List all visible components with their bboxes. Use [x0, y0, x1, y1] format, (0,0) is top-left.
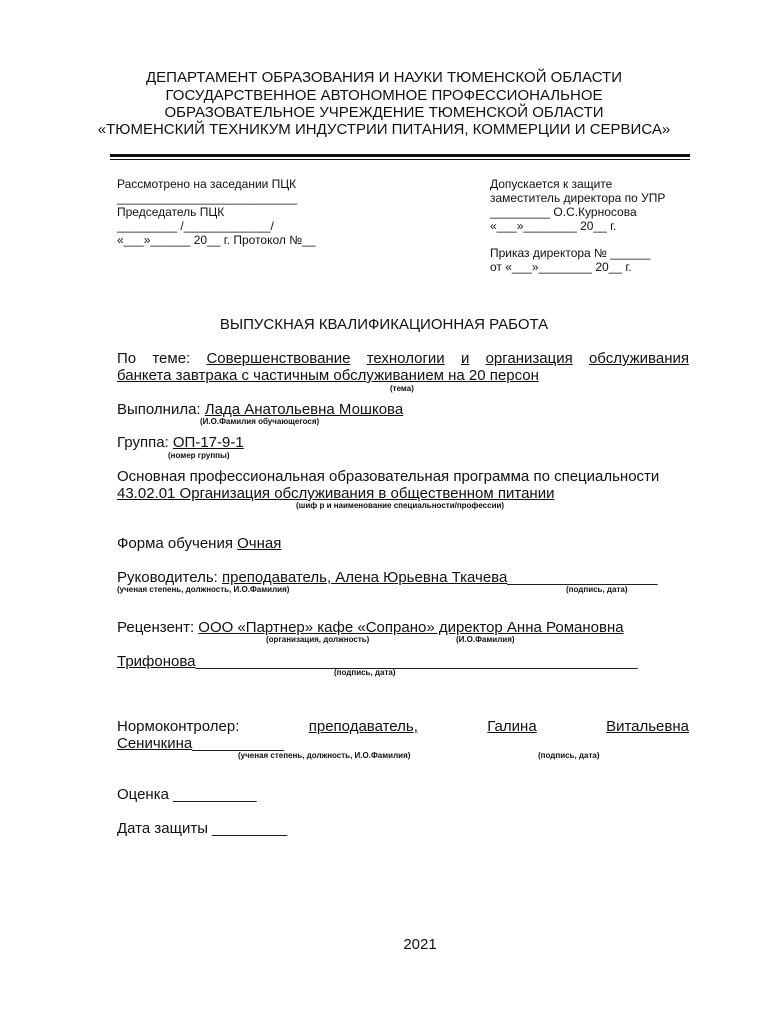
- supervisor-signature-blank: __________________: [507, 569, 658, 586]
- reviewer-org-caption: (организация, должность): [266, 635, 370, 644]
- topic-line-1: [117, 350, 689, 367]
- topic-word: и: [460, 350, 470, 367]
- supervisor-name: преподаватель, Алена Юрьевна Ткачева: [221, 569, 508, 586]
- reviewer-signature-blank: _____________________________________________________: [195, 653, 638, 670]
- director-order: Приказ директора № ______: [490, 246, 651, 260]
- deputy-director-date: «___»________ 20__ г.: [490, 219, 617, 233]
- normcontrol-word: Галина: [487, 718, 537, 735]
- normcontrol-caption: (ученая степень, должность, И.О.Фамилия): [238, 751, 411, 760]
- topic-caption: (тема): [390, 384, 414, 393]
- supervisor-caption: (ученая степень, должность, И.О.Фамилия): [117, 585, 290, 594]
- reviewer-sign-caption: (подпись, дата): [334, 668, 396, 677]
- author-caption: (И.О.Фамилия обучающегося): [200, 417, 320, 426]
- deputy-director-label: заместитель директора по УПР: [490, 191, 666, 205]
- program-caption: (шиф р и наименование специальности/профессии): [296, 501, 505, 510]
- program-specialty: 43.02.01 Организация обслуживания в общественном питании: [117, 485, 555, 502]
- pck-chair-signature: _________ /_____________/: [117, 219, 274, 233]
- pck-protocol: «___»______ 20__ г. Протокол №__: [117, 233, 316, 247]
- normcontrol-sign-caption: (подпись, дата): [538, 751, 600, 760]
- author-name: Лада Анатольевна Мошкова: [204, 401, 404, 418]
- program-label: Основная профессиональная образовательная программа по специальности: [117, 468, 660, 485]
- topic-word: обслуживания: [588, 350, 689, 367]
- topic-line-2: банкета завтрака с частичным обслуживанием на 20 персон: [117, 367, 539, 384]
- grade-field: Оценка __________: [117, 786, 257, 803]
- normcontrol-word: Нормоконтролер:: [117, 718, 240, 735]
- normcontrol-line-2: [117, 735, 284, 752]
- topic-word: По: [117, 350, 137, 367]
- topic-word: организация: [485, 350, 573, 367]
- topic-word: теме:: [152, 350, 191, 367]
- reviewer-surname: Трифонова: [117, 653, 196, 670]
- pck-review-label: Рассмотрено на заседании ПЦК: [117, 177, 297, 191]
- normcontrol-surname: Сеничкина: [117, 735, 193, 752]
- header-ministry: ДЕПАРТАМЕНТ ОБРАЗОВАНИЯ И НАУКИ ТЮМЕНСКОЙ ОБЛАСТИ: [146, 69, 622, 86]
- header-institution-region: ОБРАЗОВАТЕЛЬНОЕ УЧРЕЖДЕНИЕ ТЮМЕНСКОЙ ОБЛАСТИ: [164, 104, 604, 121]
- reviewer-label: Рецензент:: [117, 619, 195, 636]
- pck-blank-line: ___________________________: [117, 191, 298, 205]
- supervisor-line: [117, 569, 657, 586]
- normcontrol-word: Витальевна: [606, 718, 689, 735]
- reviewer-name-caption: (И.О.Фамилия): [456, 635, 515, 644]
- group-line: [117, 434, 244, 451]
- study-form-value: Очная: [237, 535, 282, 552]
- study-form-label: Форма обучения: [117, 535, 233, 552]
- defense-admission-label: Допускается к защите: [490, 177, 613, 191]
- group-caption: (номер группы): [168, 451, 230, 460]
- study-form-line: [117, 535, 281, 552]
- normcontrol-signature-blank: ___________: [192, 735, 284, 752]
- deputy-director-signature: _________ О.С.Курносова: [490, 205, 637, 219]
- topic-word: Совершенствование: [206, 350, 351, 367]
- supervisor-label: Руководитель:: [117, 569, 218, 586]
- group-label: Группа:: [117, 434, 169, 451]
- topic-word: технологии: [366, 350, 445, 367]
- document-title: ВЫПУСКНАЯ КВАЛИФИКАЦИОННАЯ РАБОТА: [219, 316, 549, 333]
- pck-chair-label: Председатель ПЦК: [117, 205, 225, 219]
- author-line: [117, 401, 403, 418]
- header-institution-name: «ТЮМЕНСКИЙ ТЕХНИКУМ ИНДУСТРИИ ПИТАНИЯ, КОММЕРЦИИ И СЕРВИСА»: [97, 121, 671, 138]
- normcontrol-line-1: [117, 718, 689, 735]
- header-institution-type: ГОСУДАРСТВЕННОЕ АВТОНОМНОЕ ПРОФЕССИОНАЛЬНОЕ: [165, 87, 603, 104]
- author-label: Выполнила:: [117, 401, 201, 418]
- header-rule-thick: [110, 154, 690, 157]
- reviewer-org: ООО «Партнер» кафе «Сопрано» директор Анна Романовна: [198, 619, 624, 636]
- header-rule-thin: [110, 159, 690, 160]
- normcontrol-word: преподаватель,: [308, 718, 418, 735]
- document-year: 2021: [403, 936, 437, 953]
- supervisor-sign-caption: (подпись, дата): [566, 585, 628, 594]
- reviewer-line: [117, 619, 624, 636]
- defense-date-field: Дата защиты _________: [117, 820, 288, 837]
- director-order-date: от «___»________ 20__ г.: [490, 260, 632, 274]
- group-number: ОП-17-9-1: [172, 434, 244, 451]
